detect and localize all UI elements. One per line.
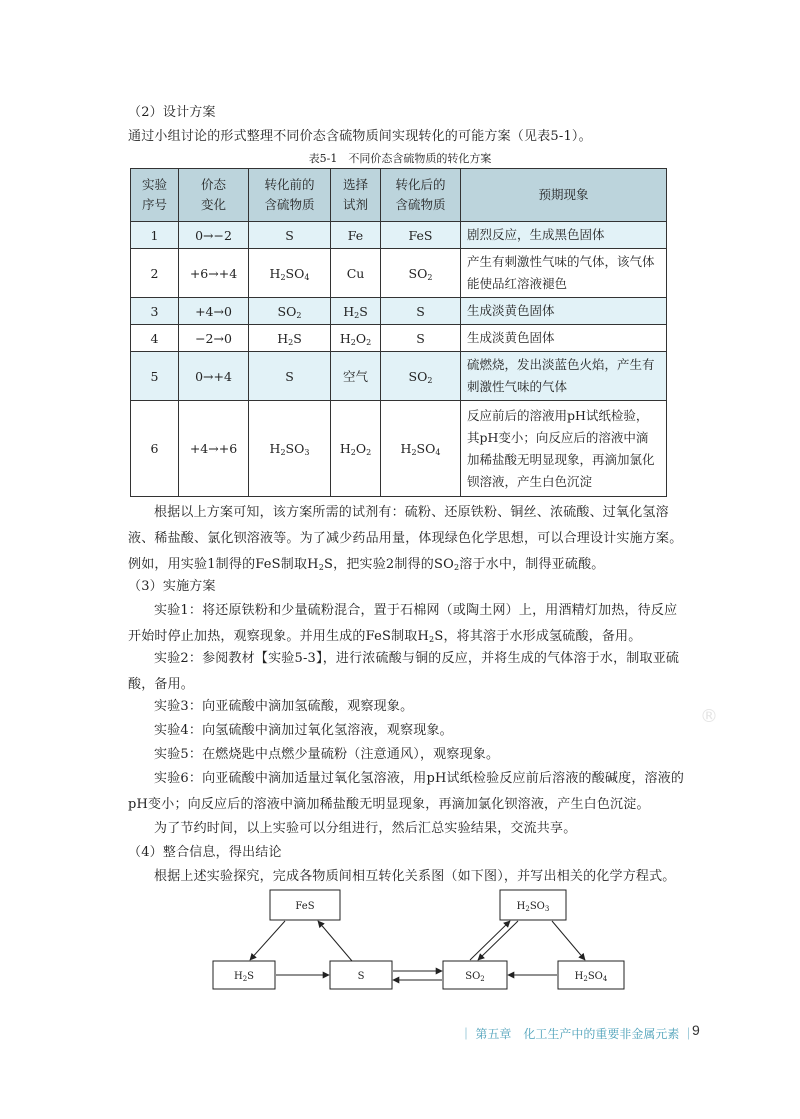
cell-obs: 生成淡黄色固体 (461, 298, 667, 325)
cell-before: $H_2S$ (249, 325, 331, 352)
watermark: ® (700, 706, 718, 727)
header-after: 转化后的 含硫物质 (381, 169, 461, 222)
exp1-text: 实验1：将还原铁粉和少量硫粉混合，置于石棉网（或陶土网）上，用酒精灯加热，待反应开始时停止加热，观察现象。并用生成的FeS制取$H_2S$，将其溶于水形成氢硫酸，备用。 (128, 603, 678, 644)
cell-no: 5 (131, 352, 179, 401)
header-change: 价态 变化 (179, 169, 249, 222)
save-time-text: 为了节约时间，以上实验可以分组进行，然后汇总实验结果，交流共享。 (154, 821, 577, 836)
exp3-text: 实验3：向亚硫酸中滴加氢硫酸，观察现象。 (154, 699, 414, 714)
cell-reagent: $H_2O_2$ (331, 401, 381, 497)
cell-obs: 产生有刺激性气味的气体，该气体能使品红溶液褪色 (461, 249, 667, 298)
arrow-h2so3-so2 (478, 921, 518, 960)
label-h2so3: $H_2SO_3$ (516, 901, 550, 913)
cell-change: +6→+4 (179, 249, 249, 298)
cell-no: 1 (131, 222, 179, 249)
label-h2s: $H_2S$ (233, 971, 255, 983)
cell-change: 0→+4 (179, 352, 249, 401)
arrow-so2-h2so3 (470, 921, 510, 960)
cell-after: S (381, 298, 461, 325)
header-before: 转化前的 含硫物质 (249, 169, 331, 222)
page-number: 9 (692, 1022, 700, 1038)
cell-after: FeS (381, 222, 461, 249)
cell-after: $SO_2$ (381, 249, 461, 298)
cell-obs: 生成淡黄色固体 (461, 325, 667, 352)
cell-no: 6 (131, 401, 179, 497)
cell-reagent: Fe (331, 222, 381, 249)
cell-no: 4 (131, 325, 179, 352)
section3-title: （3）实施方案 (128, 579, 216, 594)
cell-reagent: $H_2S$ (331, 298, 381, 325)
label-fes: FeS (295, 901, 315, 912)
summary-text: 根据以上方案可知，该方案所需的试剂有：硫粉、还原铁粉、铜丝、浓硫酸、过氧化氢溶液、稀盐酸、氯化钡溶液等。为了减少药品用量，体现绿色化学思想，可以合理设计实施方案。例如，用实验1制得的FeS制取$H_2S$，把实验2制得的$SO_2$溶于水中，制得亚硫酸。 (128, 505, 683, 572)
cell-obs: 剧烈反应，生成黑色固体 (461, 222, 667, 249)
intro-text: 通过小组讨论的形式整理不同价态含硫物质间实现转化的可能方案（见表5-1）。 (128, 129, 592, 144)
cell-after: $H_2SO_4$ (381, 401, 461, 497)
cell-obs: 反应前后的溶液用pH试纸检验，其pH变小；向反应后的溶液中滴加稀盐酸无明显现象，再滴加氯化钡溶液，产生白色沉淀 (461, 401, 667, 497)
cell-before: $H_2SO_3$ (249, 401, 331, 497)
cell-change: 0→−2 (179, 222, 249, 249)
exp6-text: 实验6：向亚硫酸中滴加适量过氧化氢溶液，用pH试纸检验反应前后溶液的酸碱度，溶液的pH变小；向反应后的溶液中滴加稀盐酸无明显现象，再滴加氯化钡溶液，产生白色沉淀。 (128, 771, 685, 812)
cell-change: +4→0 (179, 298, 249, 325)
exp5-text: 实验5：在燃烧匙中点燃少量硫粉（注意通风），观察现象。 (154, 747, 500, 762)
cell-reagent: 空气 (331, 352, 381, 401)
arrow-h2so3-h2so4 (552, 921, 585, 960)
section4-title: （4）整合信息，得出结论 (128, 845, 282, 860)
arrow-s-fes (318, 921, 352, 961)
cell-no: 2 (131, 249, 179, 298)
cell-after: S (381, 325, 461, 352)
cell-before: $SO_2$ (249, 298, 331, 325)
cell-obs: 硫燃烧，发出淡蓝色火焰，产生有刺激性气味的气体 (461, 352, 667, 401)
cell-reagent: $H_2O_2$ (331, 325, 381, 352)
cell-after: $SO_2$ (381, 352, 461, 401)
header-reagent: 选择 试剂 (331, 169, 381, 222)
cell-change: −2→0 (179, 325, 249, 352)
table-caption: 表5-1 不同价态含硫物质的转化方案 (308, 152, 492, 165)
cell-before: S (249, 352, 331, 401)
section2-title: （2）设计方案 (128, 105, 216, 120)
header-obs: 预期现象 (461, 169, 667, 222)
footer-chapter: ｜ 第五章 化工生产中的重要非金属元素 ｜ (460, 1027, 695, 1041)
cell-before: $H_2SO_4$ (249, 249, 331, 298)
label-h2so4: $H_2SO_4$ (574, 971, 608, 983)
label-so2: $SO_2$ (465, 971, 485, 983)
arrow-fes-h2s (250, 921, 285, 960)
exp4-text: 实验4：向氢硫酸中滴加过氧化氢溶液，观察现象。 (154, 723, 453, 738)
cell-before: S (249, 222, 331, 249)
section4-text: 根据上述实验探究，完成各物质间相互转化关系图（如下图），并写出相关的化学方程式。 (154, 869, 676, 884)
cell-reagent: Cu (331, 249, 381, 298)
cell-no: 3 (131, 298, 179, 325)
cell-change: +4→+6 (179, 401, 249, 497)
exp2-text: 实验2：参阅教材【实验5-3】，进行浓硫酸与铜的反应，并将生成的气体溶于水，制取亚硫酸，备用。 (128, 651, 680, 692)
label-s: S (357, 971, 365, 982)
header-no: 实验 序号 (131, 169, 179, 222)
